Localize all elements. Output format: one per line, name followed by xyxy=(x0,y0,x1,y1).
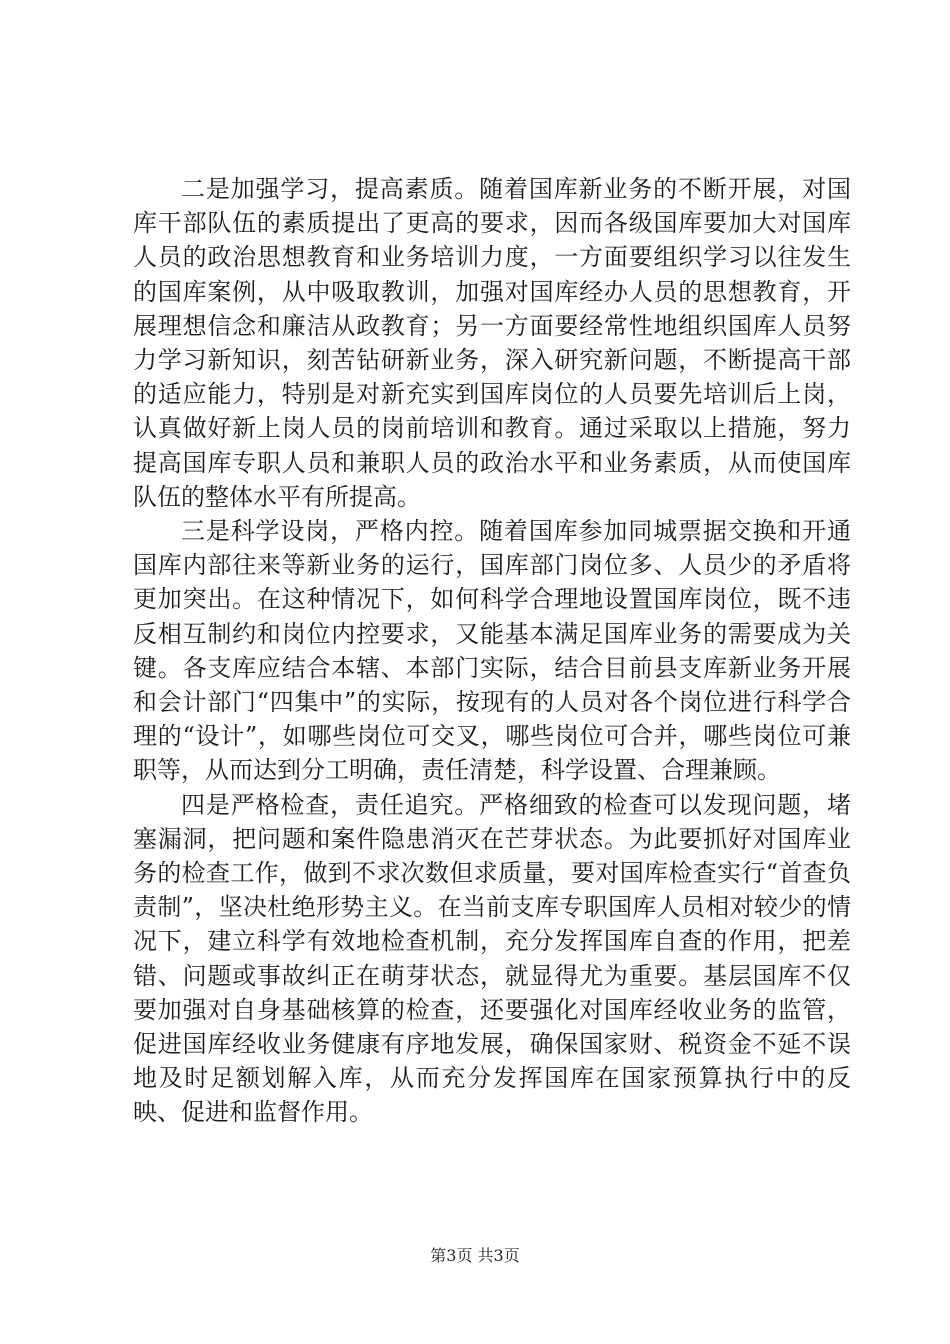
document-body xyxy=(133,172,851,1130)
paragraph-study: 二是加强学习，提高素质。随着国库新业务的不断开展，对国库干部队伍的素质提出了更高的要求，因而各级国库要加大对国库人员的政治思想教育和业务培训力度，一方面要组织学习以往发生的国库案例，从中吸取教训，加强对国库经办人员的思想教育，开展理想信念和廉洁从政教育；另一方面要经常性地组织国库人员努力学习新知识，刻苦钻研新业务，深入研究新问题，不断提高干部的适应能力，特别是对新充实到国库岗位的人员要先培训后上岗，认真做好新上岗人员的岗前培训和教育。通过采取以上措施，努力提高国库专职人员和兼职人员的政治水平和业务素质，从而使国库队伍的整体水平有所提高。 xyxy=(133,175,851,511)
page-number-footer: 第3页 共3页 xyxy=(430,1246,520,1265)
paragraph-inspection: 四是严格检查，责任追究。严格细致的检查可以发现问题，堵塞漏洞，把问题和案件隐患消灭在芒芽状态。为此要抓好对国库业务的检查工作，做到不求次数但求质量，要对国库检查实行“首查负责制”，坚决杜绝形势主义。在当前支库专职国库人员相对较少的情况下，建立科学有效地检查机制，充分发挥国库自查的作用，把差错、问题或事故纠正在萌芽状态，就显得尤为重要。基层国库不仅要加强对自身基础核算的检查，还要强化对国库经收业务的监管，促进国库经收业务健康有序地发展，确保国家财、税资金不延不误地及时足额划解入库，从而充分发挥国库在国家预算执行中的反映、促进和监督作用。 xyxy=(133,790,851,1127)
paragraph-posts: 三是科学设岗，严格内控。随着国库参加同城票据交换和开通国库内部往来等新业务的运行，国库部门岗位多、人员少的矛盾将更加突出。在这种情况下，如何科学合理地设置国库岗位，既不违反相互制约和岗位内控要求，又能基本满足国库业务的需要成为关键。各支库应结合本辖、本部门实际，结合目前县支库新业务开展和会计部门“四集中”的实际，按现有的人员对各个岗位进行科学合理的“设计”，如哪些岗位可交叉，哪些岗位可合并，哪些岗位可兼职等，从而达到分工明确，责任清楚，科学设置、合理兼顾。 xyxy=(133,517,851,785)
